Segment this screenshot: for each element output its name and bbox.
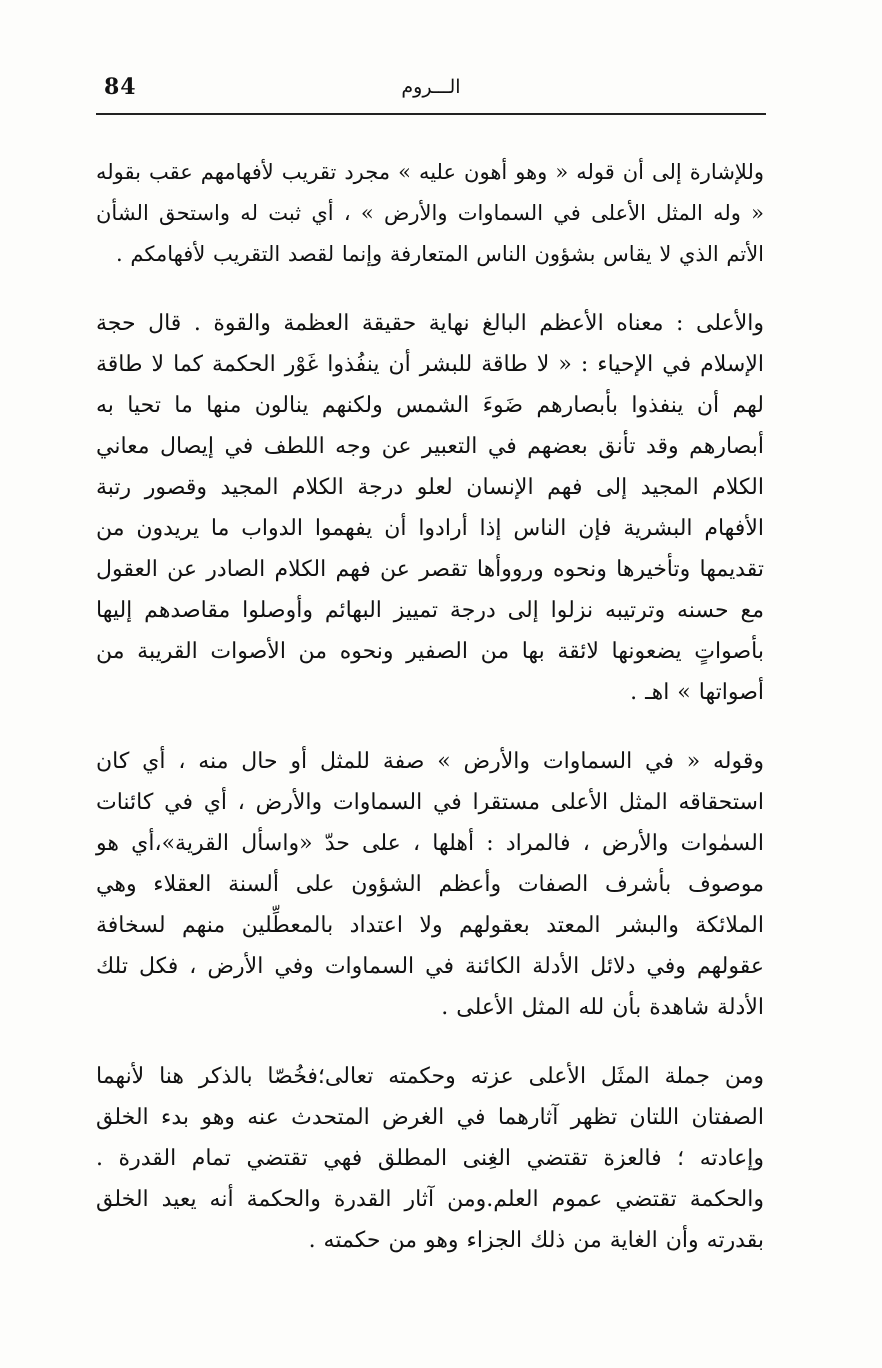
- page-header: [96, 72, 766, 112]
- page-number: 84: [104, 74, 137, 100]
- paragraph-2: والأعلى : معناه الأعظم البالغ نهاية حقيقة العظمة والقوة . قال حجة الإسلام في الإحياء : « لا طاقة للبشر أن ينفُذوا غَوْر الحكمة كما لا طاقة لهم أن ينفذوا بأبصارهم ضَوءَ الشمس ولكنهم ينالون منها ما تحيا به أبصارهم وقد تأنق بعضهم في التعبير عن وجه اللطف في إيصال معاني الكلام المجيد إلى فهم الإنسان لعلو درجة الكلام المجيد وقصور رتبة الأفهام البشرية فإن الناس إذا أرادوا أن يفهموا الدواب ما يريدون من تقديمها وتأخيرها ونحوه ورووأها تقصر عن فهم الكلام الصادر عن العقول مع حسنه وترتيبه نزلوا إلى درجة تمييز البهائم وأوصلوا مقاصدهم إليها بأصواتٍ يضعونها لائقة بها من الصفير ونحوه من الأصوات القريبة من أصواتها » اهـ .: [96, 311, 764, 705]
- paragraph-4: ومن جملة المثَل الأعلى عزته وحكمته تعالى؛فخُصّا بالذكر هنا لأنهما الصفتان اللتان تظهر آثارهما في الغرض المتحدث عنه وهو بدء الخلق وإعادته ؛ فالعزة تقتضي الغِنى المطلق فهي تقتضي تمام القدرة . والحكمة تقتضي عموم العلم.ومن آثار القدرة والحكمة أنه يعيد الخلق بقدرته وأن الغاية من ذلك الجزاء وهو من حكمته .: [96, 1064, 764, 1253]
- paragraph-1: وللإشارة إلى أن قوله « وهو أهون عليه » مجرد تقريب لأفهامهم عقب بقوله « وله المثل الأعلى في السماوات والأرض » ، أي ثبت له واستحق الشأن الأتم الذي لا يقاس بشؤون الناس المتعارفة وإنما لقصد التقريب لأفهامكم .: [96, 160, 764, 266]
- paragraph-3: وقوله « في السماوات والأرض » صفة للمثل أو حال منه ، أي كان استحقاقه المثل الأعلى مستقرا في السماوات والأرض ، أي في كائنات السمٰوات والأرض ، فالمراد : أهلها ، على حدّ «واسأل القرية»،أي هو موصوف بأشرف الصفات وأعظم الشؤون على ألسنة العقلاء وهي الملائكة والبشر المعتد بعقولهم ولا اعتداد بالمعطِّلين منهم لسخافة عقولهم وفي دلائل الأدلة الكائنة في السماوات وفي الأرض ، فكل تلك الأدلة شاهدة بأن لله المثل الأعلى .: [96, 749, 764, 1020]
- running-title: الـــروم: [401, 76, 461, 98]
- body-text: [96, 152, 764, 1261]
- header-rule: [96, 113, 766, 115]
